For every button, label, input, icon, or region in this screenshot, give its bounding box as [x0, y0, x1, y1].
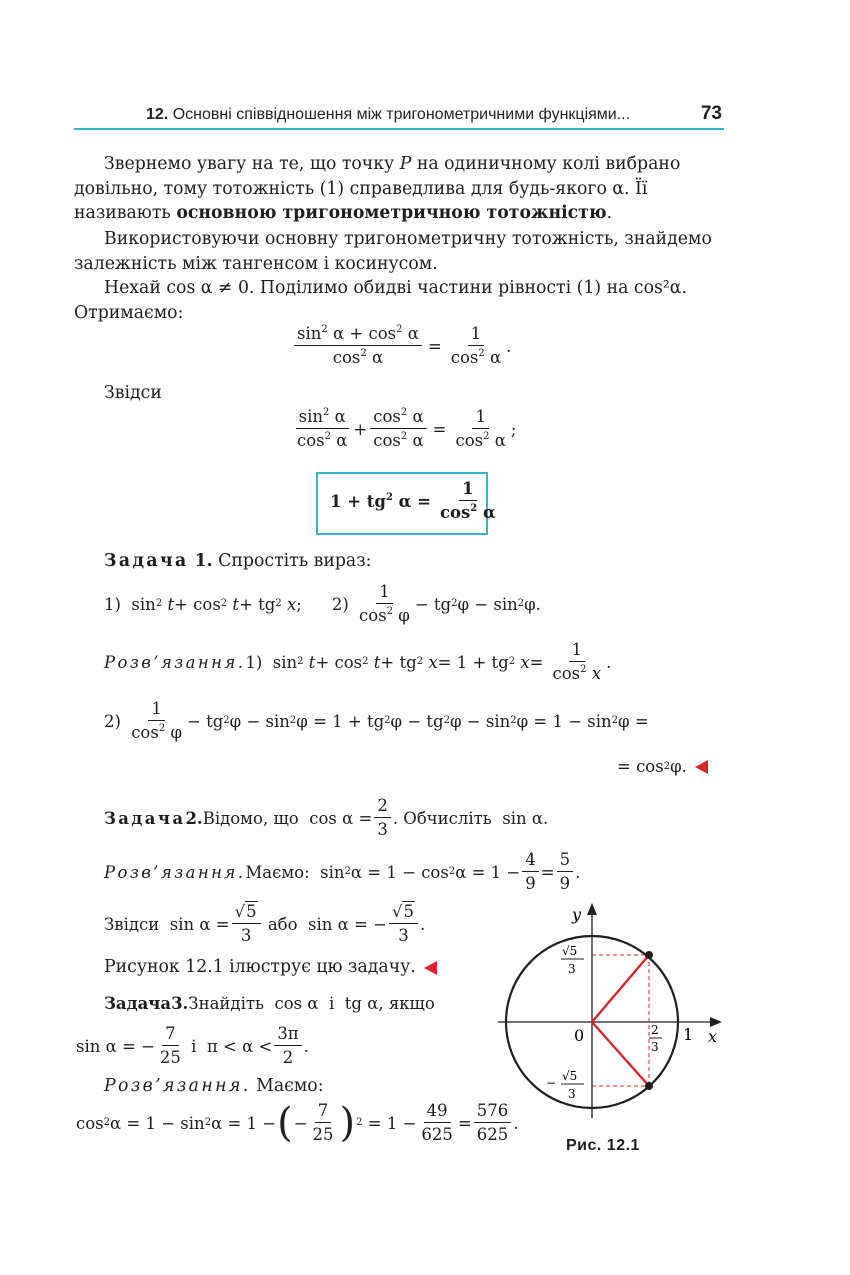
task1-statement: Задача 1. Спростіть вираз:: [104, 551, 372, 571]
task1-solution-end: = cos 2 φ.: [617, 757, 708, 776]
svg-text:√5: √5: [562, 944, 578, 958]
equation-split: $\sin^2 \alpha$ $\cos^2 \alpha$ + $\frac{\cos^2 \alpha}{\cos^2 \alpha}$ = $\frac{1}{\cos^2 \alpha}$ ;: [297, 407, 517, 450]
equation-sum-over-cos: $\frac{\sin^2 \alpha + \cos^2 \alpha}{\cos^2 \alpha}$ = $\frac{1}{\cos^2 \alpha}$ .: [292, 325, 511, 367]
origin-label: 0: [574, 1026, 585, 1045]
svg-text:−: −: [546, 1076, 557, 1090]
radius-lower: [592, 1022, 649, 1086]
svg-text:3: 3: [568, 962, 576, 976]
paragraph-method: Використовуючи основну тригонометричну тотожність, знайдемо залежність між тангенсом і косинусом.: [74, 229, 712, 274]
one-label: 1: [683, 1025, 694, 1044]
figure-caption: Рис. 12.1: [566, 1137, 640, 1154]
task2-solution: Розв’язання. Маємо: sin 2 α = 1 − cos 2 α = 1 − 4 9 = 5 9 .: [104, 850, 581, 893]
svg-text:3: 3: [651, 1040, 659, 1054]
svg-text:2: 2: [651, 1023, 659, 1037]
unit-circle-figure: [496, 900, 726, 1125]
section-title: 12. Основні співвідношення між тригонометричними функціями...: [146, 106, 631, 123]
task3-solution: cos 2 α = 1 − sin 2 α = 1 − ( − 7 25 ) 2 = 1 − 49 625 = 576 625 .: [76, 1100, 519, 1146]
svg-text:√5: √5: [562, 1069, 578, 1083]
tick-x-label: [649, 1023, 662, 1054]
paragraph-identity: Звернемо увагу на те, що точку P на одиничному колі вибрано довільно, тому тотожність (1) справедлива для будь-якого α. Її називають основною тригонометричною тотожністю.: [74, 154, 681, 223]
boxed-formula: $1 + tg^2$ α = $\frac{1}{\cos^2 \alpha}$: [330, 479, 496, 522]
task1-solution-1: Розв’язання. 1) sin 2 t + cos 2 t + tg 2 x = 1 + tg 2 x = 1 $\cos^2 x$ .: [104, 640, 612, 683]
task2-figure-ref: Рисунок 12.1 ілюструє цю задачу.: [104, 956, 437, 978]
tick-top-label: [561, 944, 584, 976]
text-zvidsy: Звідси: [104, 383, 162, 403]
radius-upper: [592, 955, 649, 1022]
tick-bottom-label: [546, 1069, 584, 1101]
task3-statement: Задача 3. Знайдіть cos α і tg α , якщо: [104, 994, 435, 1013]
x-axis-label: x: [708, 1027, 718, 1046]
running-header: [74, 100, 724, 130]
header-rule: [74, 128, 724, 130]
task3-condition: sin α = − 7 25 і π < α < 3π 2 .: [76, 1024, 309, 1067]
task1-solution-2: 2) 1 $\cos^2 \varphi$ − tg 2 φ − sin 2 φ = 1 + tg 2 φ − tg 2 φ − sin 2 φ = 1 − sin 2 φ =: [104, 699, 649, 742]
paragraph-divide: Нехай cos α ≠ 0. Поділимо обидві частини рівності (1) на cos²α. Отримаємо:: [74, 278, 687, 323]
end-of-solution-marker: [695, 760, 708, 774]
page-number: 73: [700, 103, 722, 124]
task3-solution-label: Розв’язання. Маємо:: [104, 1076, 324, 1096]
task2-statement: Задача 2. Відомо, що cos α = 2 3 . Обчисліть sin α.: [104, 796, 549, 839]
y-axis-arrow-icon: [587, 903, 597, 915]
task1-items: 1) sin 2 t + cos 2 t + tg 2 x ; 2) 1 $\cos^2 \varphi$ − tg 2 φ − sin 2 φ.: [104, 582, 541, 625]
task2-result: Звідси sin α = √5 3 або sin α = − √5 3 .: [104, 902, 426, 945]
x-axis-arrow-icon: [710, 1017, 722, 1027]
end-of-solution-marker: [424, 961, 437, 975]
point-upper: [645, 951, 653, 959]
point-lower: [645, 1082, 653, 1090]
svg-text:3: 3: [568, 1087, 576, 1101]
y-axis-label: y: [572, 905, 582, 924]
